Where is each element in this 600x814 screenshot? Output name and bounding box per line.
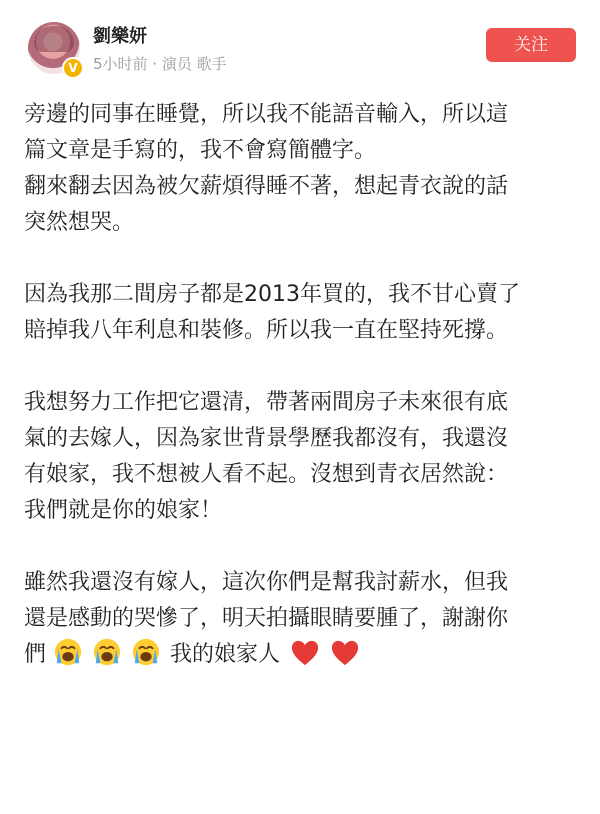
text-line: 因為我那二間房子都是2013年買的，我不甘心賣了 — [24, 282, 520, 307]
paragraph-gap — [24, 349, 584, 385]
text-line: 篇文章是手寫的，我不會寫簡體字。 — [24, 138, 377, 163]
verified-badge-icon: V — [62, 57, 84, 79]
follow-button[interactable]: 关注 — [486, 28, 576, 62]
text-line: 氣的去嫁人，因為家世背景學歷我都沒有，我還沒 — [24, 426, 509, 451]
red-heart-icon — [290, 639, 320, 667]
paragraph-gap — [24, 241, 584, 277]
text-line: 賠掉我八年利息和裝修。所以我一直在堅持死撐。 — [24, 318, 509, 343]
text-line: 有娘家，我不想被人看不起。沒想到青衣居然說： — [24, 462, 509, 487]
loudly-crying-face-icon — [53, 637, 83, 667]
username[interactable]: 劉樂妍 — [93, 26, 147, 47]
last-line-prefix: 們 — [24, 642, 47, 667]
text-line: 雖然我還沒有嫁人，這次你們是幫我討薪水，但我 — [24, 570, 509, 595]
red-heart-icon — [330, 639, 360, 667]
post-meta: 5小时前 · 演员 歌手 — [93, 55, 227, 73]
paragraph-gap — [24, 529, 584, 565]
text-line: 我們就是你的娘家！ — [24, 498, 223, 523]
loudly-crying-face-icon — [131, 637, 161, 667]
text-line: 翻來翻去因為被欠薪煩得睡不著，想起青衣說的話 — [24, 174, 509, 199]
post-header — [0, 0, 600, 92]
loudly-crying-face-icon — [92, 637, 122, 667]
text-line: 突然想哭。 — [24, 210, 135, 235]
post-content — [24, 97, 584, 673]
text-line: 旁邊的同事在睡覺，所以我不能語音輸入，所以這 — [24, 102, 509, 127]
avatar-hair-shape — [34, 26, 74, 52]
text-line: 我想努力工作把它還清，帶著兩間房子未來很有底 — [24, 390, 509, 415]
text-line: 還是感動的哭慘了，明天拍攝眼睛要腫了，謝謝你 — [24, 606, 509, 631]
last-line-text: 我的娘家人 — [170, 642, 281, 667]
text-line-last — [24, 637, 584, 673]
